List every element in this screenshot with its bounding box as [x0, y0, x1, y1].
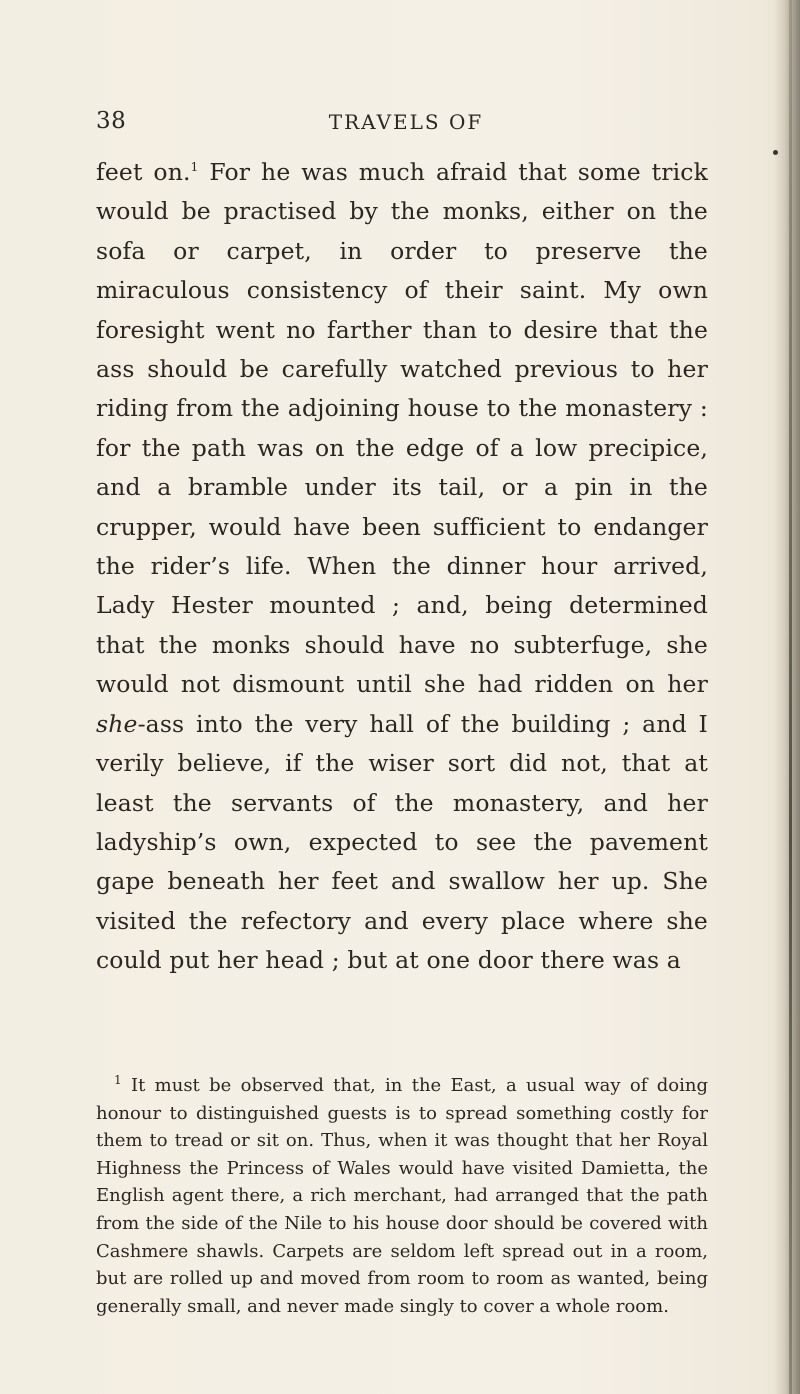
body-text: [96, 153, 708, 981]
footnote-mark: 1: [114, 1073, 122, 1087]
italic-word: she: [96, 709, 138, 738]
running-head: TRAVELS OF: [328, 110, 484, 134]
page-number: 38: [96, 108, 127, 134]
page-edge-line: [789, 0, 792, 1394]
ink-speck: [773, 150, 778, 155]
footnote-text: It must be observed that, in the East, a usual way of doing honour to distinguished guests is to spread something costly for them to tread or sit on. Thus, when it was thought that her Royal Highness the Princess of Wales would have visited Damietta, the English agent there, a rich merchant, had arranged that the path from the side of the Nile to his house door should be covered with Cashmere shawls. Carpets are seldom left spread out in a room, but are rolled up and moved from room to room as wanted, being generally small, and never made singly to cover a whole room.: [96, 1075, 708, 1317]
footnote: [96, 1072, 708, 1320]
body-text-start: feet on.: [96, 158, 191, 186]
page-header: [96, 108, 716, 138]
footnote-reference: 1: [190, 160, 199, 175]
body-text-part-2: -ass into the very hall of the building ; and I verily believe, if the wiser sort did not, that at least the servants of the monastery, and her ladyship’s own, expected to see the pavement gape beneath her feet and swallow her up. She visited the refectory and every place where she could put her head ; but at one door there was a: [96, 709, 708, 975]
page-edge-shadow: [774, 0, 800, 1394]
body-text-part-1: For he was much afraid that some trick would be practised by the monks, either on the sofa or carpet, in order to preserve the miraculous consistency of their saint. My own foresight went no farther than to desire that the ass should be carefully watched previous to her riding from the adjoining house to the monastery : for the path was on the edge of a low precipice, and a bramble under its tail, or a pin in the crupper, would have been sufficient to endanger the rider’s life. When the dinner hour arrived, Lady Hester mounted ; and, being determined that the monks should have no subterfuge, she would not dismount until she had ridden on her: [96, 158, 708, 699]
